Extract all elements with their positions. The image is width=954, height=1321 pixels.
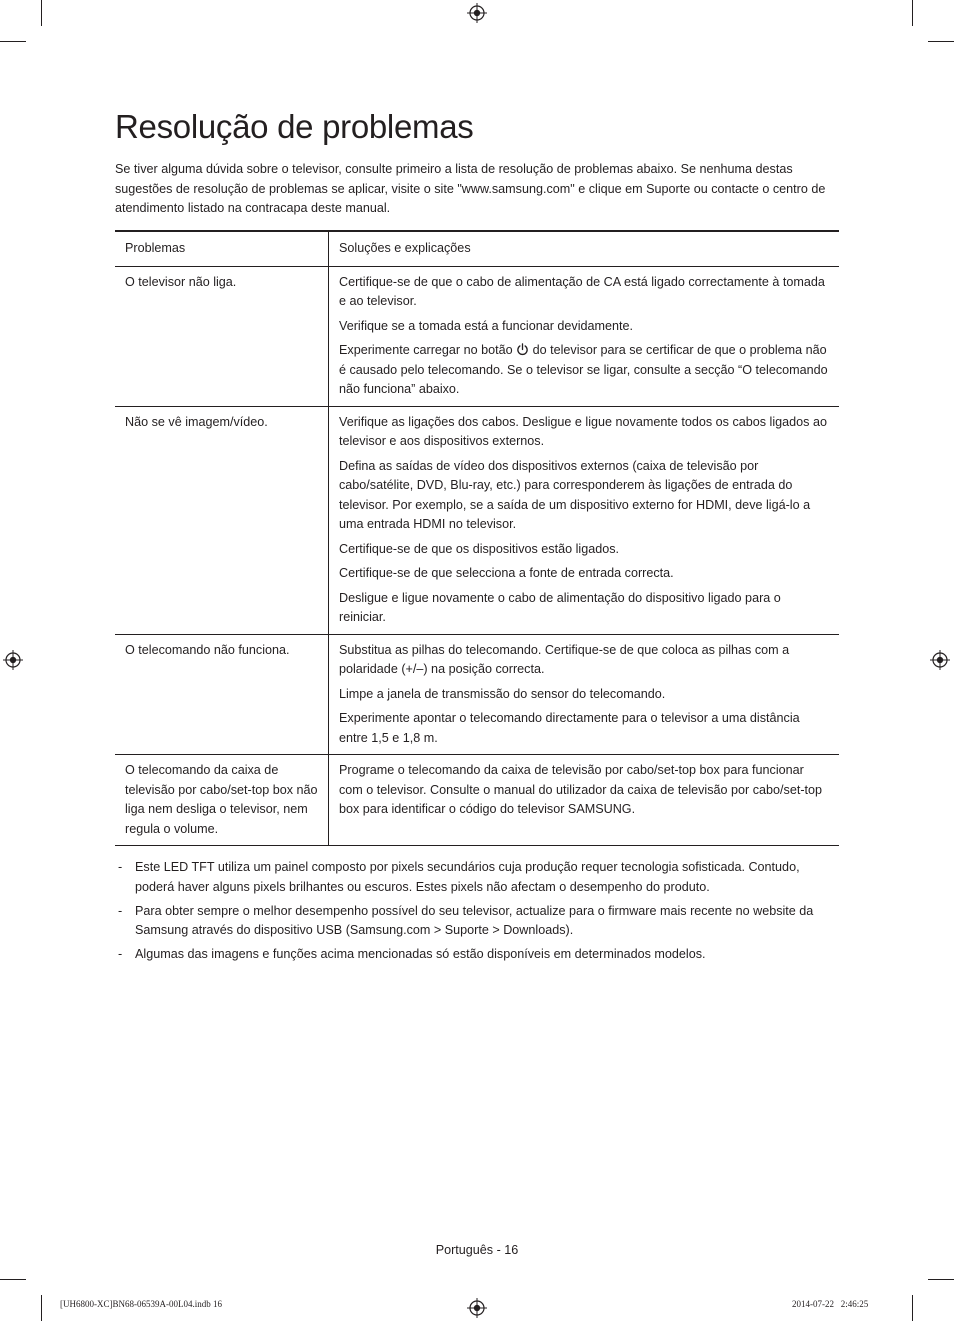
print-timestamp: 2014-07-22 2:46:25 (792, 1299, 869, 1309)
list-item (115, 902, 840, 941)
solution-text: Certifique-se de que selecciona a fonte de entrada correcta. (339, 566, 674, 580)
solution-text: Desligue e ligue novamente o cabo de alimentação do dispositivo ligado para o reiniciar. (339, 590, 781, 624)
column-header-problems: Problemas (115, 231, 329, 266)
table-row (115, 266, 839, 406)
file-slug: [UH6800-XC]BN68-06539A-00L04.indb 16 (60, 1299, 222, 1309)
crop-mark-icon (0, 41, 26, 42)
table-row (115, 406, 839, 634)
crop-mark-icon (0, 1279, 26, 1280)
solutions-cell (329, 266, 840, 406)
crop-mark-icon (912, 1295, 913, 1321)
note-text: Este LED TFT utiliza um painel composto por pixels secundários cuja produção requer tecnologia sofisticada. Contudo, poderá haver alguns pixels brilhantes ou escuros. Estes pixels não afectam o desempenho do produto. (135, 860, 800, 894)
solution-text: Experimente apontar o telecomando directamente para o televisor a uma distância entre 1,5 e 1,8 m. (339, 711, 800, 745)
note-marker: - (118, 903, 123, 918)
registration-mark-icon (3, 650, 23, 670)
solution-text-after-icon: do televisor para se certificar de que o problema não é causado pelo telecomando. Se o televisor se ligar, consulte a secção “O telecomando não funciona” abaixo. (339, 343, 828, 396)
power-icon (516, 343, 529, 356)
registration-mark-icon (930, 650, 950, 670)
solution-text: Certifique-se de que os dispositivos estão ligados. (339, 541, 620, 556)
table-row (115, 755, 839, 846)
page-number: Português - 16 (435, 1243, 519, 1257)
list-item (115, 945, 840, 965)
intro-paragraph: Se tiver alguma dúvida sobre o televisor, consulte primeiro a lista de resolução de problemas abaixo. Se nenhuma destas sugestões de resolução de problemas se aplicar, visite o site "www.samsung.com" e clique em Suporte ou contacte o centro de atendimento listado na contracapa deste manual. (115, 162, 826, 215)
solution-text: Verifique as ligações dos cabos. Desligue e ligue novamente todos os cabos ligados ao televisor e aos dispositivos externos. (339, 414, 827, 448)
problem-cell: O televisor não liga. (115, 266, 329, 406)
notes-list (115, 858, 840, 969)
crop-mark-icon (928, 1279, 954, 1280)
solutions-cell (329, 634, 840, 755)
troubleshooting-table (115, 230, 839, 846)
solution-text: Verifique se a tomada está a funcionar devidamente. (339, 318, 634, 333)
page-title: Resolução de problemas (115, 108, 474, 145)
crop-mark-icon (41, 1295, 42, 1321)
solution-text-before-icon: Experimente carregar no botão (339, 343, 513, 357)
note-text: Algumas das imagens e funções acima mencionadas só estão disponíveis em determinados modelos. (135, 947, 706, 961)
solution-text: Programe o telecomando da caixa de televisão por cabo/set-top box para funcionar com o televisor. Consulte o manual do utilizador da caixa de televisão por cabo/set-top box para identificar o código do televisor SAMSUNG. (339, 763, 823, 816)
crop-mark-icon (41, 0, 42, 26)
table-header-row (115, 231, 839, 266)
solution-text (339, 341, 829, 400)
registration-mark-icon (467, 3, 487, 23)
solution-text: Limpe a janela de transmissão do sensor do telecomando. (339, 686, 666, 701)
column-header-solutions: Soluções e explicações (329, 231, 840, 266)
crop-mark-icon (928, 41, 954, 42)
solution-text: Substitua as pilhas do telecomando. Certifique-se de que coloca as pilhas com a polaridade (+/–) na posição correcta. (339, 642, 790, 676)
note-marker: - (118, 947, 123, 961)
solutions-cell (329, 755, 840, 846)
note-marker: - (118, 860, 123, 874)
problem-cell: O telecomando não funciona. (115, 634, 329, 755)
table-row (115, 634, 839, 755)
problem-cell: Não se vê imagem/vídeo. (115, 406, 329, 634)
problem-cell: O telecomando da caixa de televisão por cabo/set-top box não liga nem desliga o televisor, nem regula o volume. (115, 755, 329, 846)
solution-text: Certifique-se de que o cabo de alimentação de CA está ligado correctamente à tomada e ao televisor. (339, 274, 825, 308)
registration-mark-icon (467, 1298, 487, 1318)
list-item (115, 858, 840, 897)
solutions-cell (329, 406, 840, 634)
solution-text: Defina as saídas de vídeo dos dispositivos externos (caixa de televisão por cabo/satélite, DVD, Blu-ray, etc.) para corresponderem às ligações de entrada do televisor. Por exemplo, se a saída de um dispositivo externo for HDMI, deve ligá-lo a uma entrada HDMI no televisor. (339, 458, 811, 531)
note-text: Para obter sempre o melhor desempenho possível do seu televisor, actualize para o firmware mais recente no website da Samsung através do dispositivo USB (Samsung.com > Suporte > Downloads). (135, 903, 814, 937)
crop-mark-icon (912, 0, 913, 26)
